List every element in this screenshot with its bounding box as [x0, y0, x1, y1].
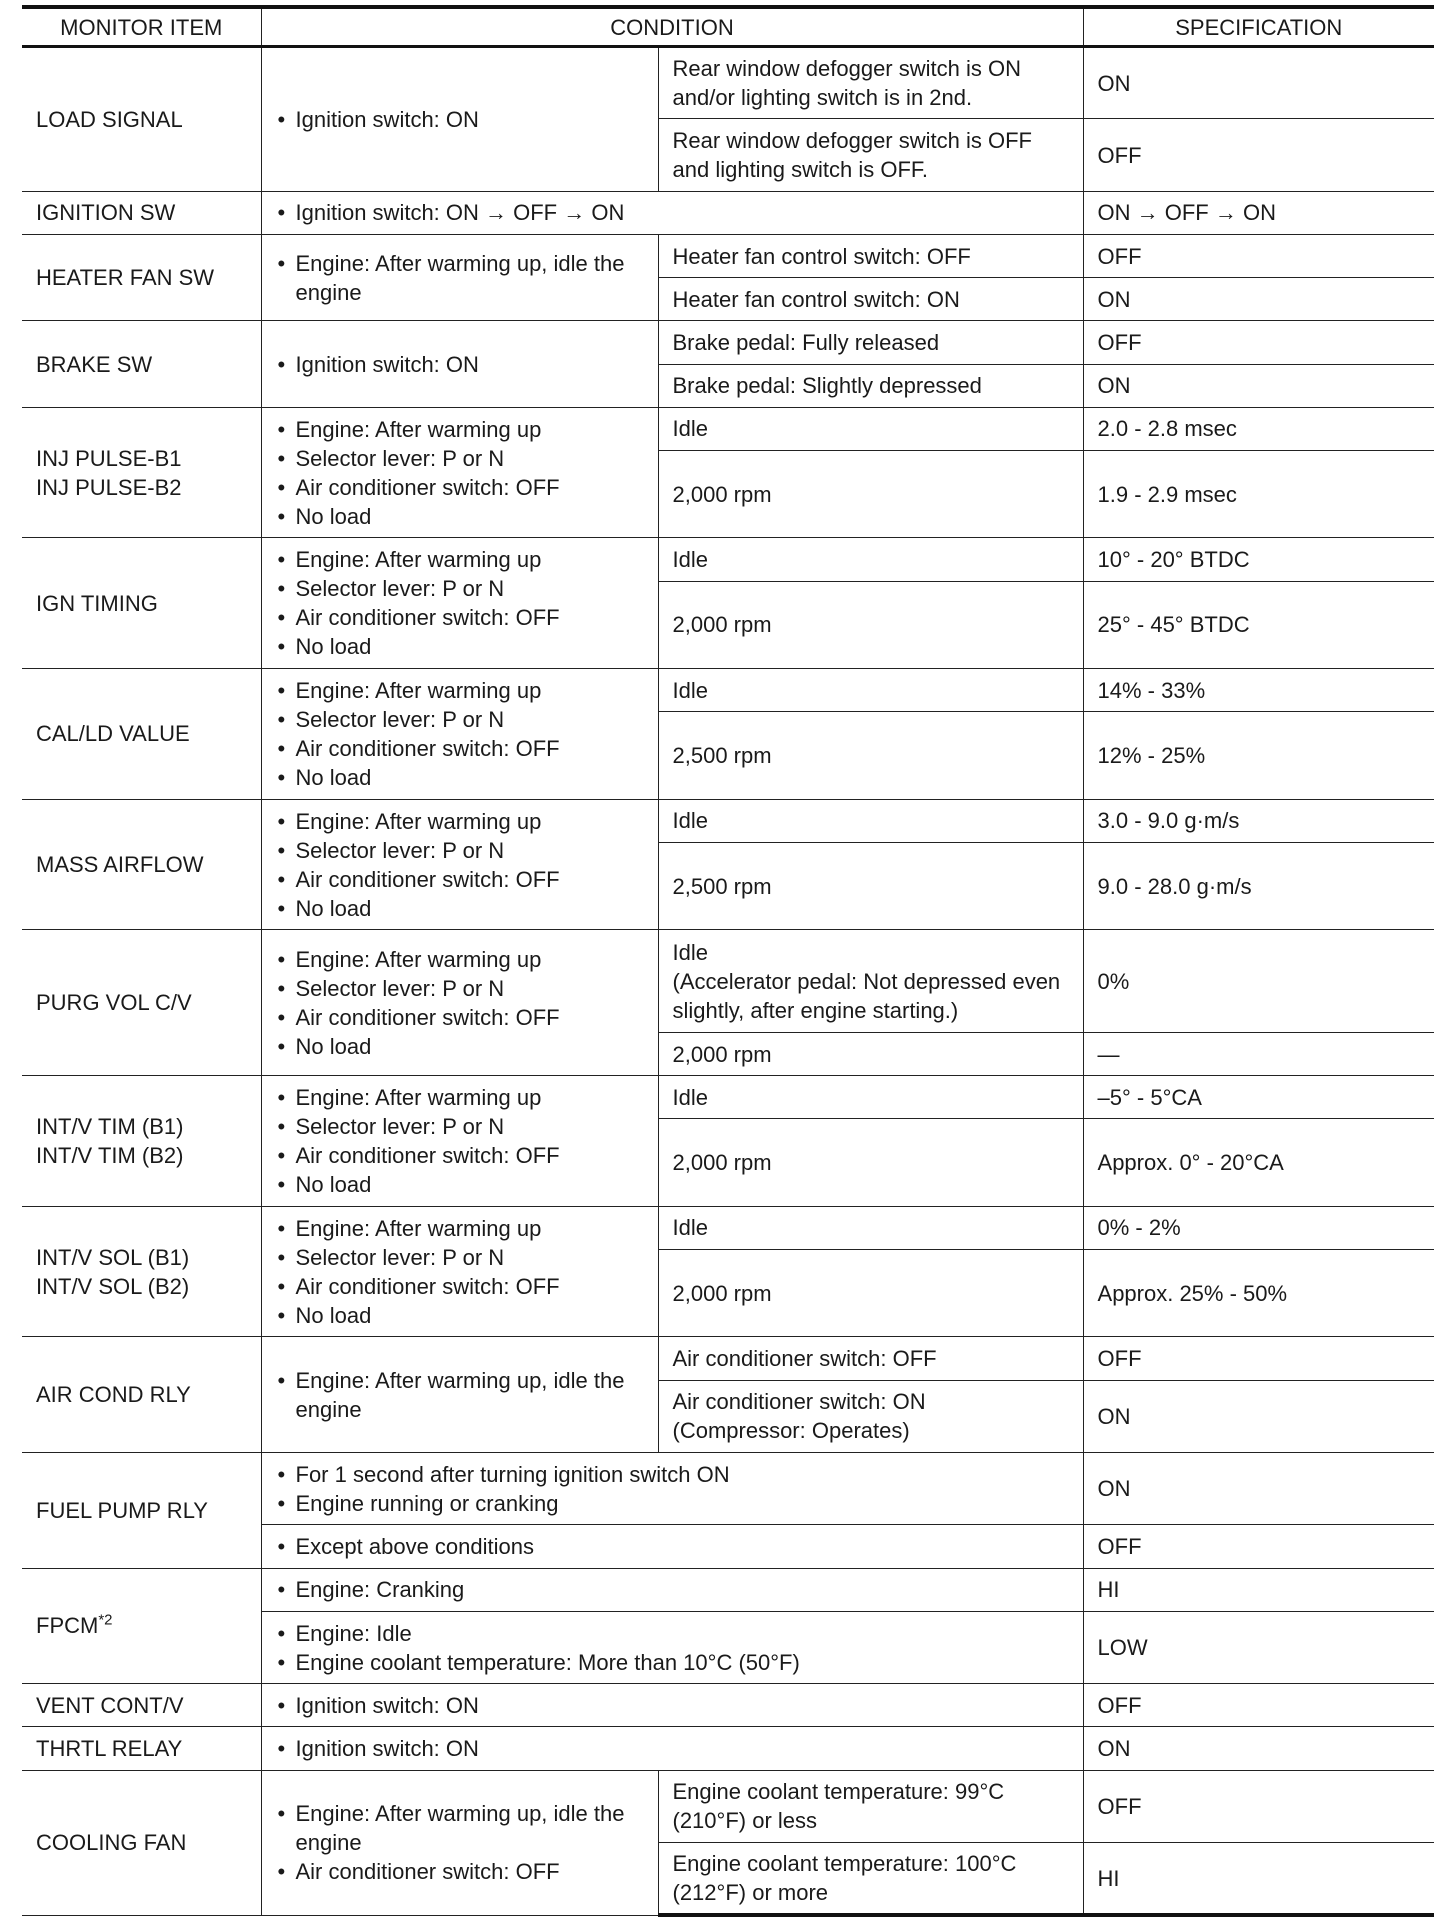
spec-cell: Approx. 25% - 50% [1083, 1250, 1434, 1337]
condition-bullet: • For 1 second after turning ignition switch ON [276, 1460, 1069, 1489]
sub-condition-cell: Idle [658, 1076, 1083, 1119]
spec-cell: ON [1083, 1727, 1434, 1770]
monitor-item-line: INT/V SOL (B2) [36, 1273, 190, 1299]
condition-bullet: • Selector lever: P or N [276, 705, 644, 734]
condition-cell [261, 407, 658, 538]
sub-condition-cell: Engine coolant temperature: 100°C (212°F) or more [658, 1843, 1083, 1915]
condition-bullet: • No load [276, 763, 644, 792]
spec-cell: — [1083, 1032, 1434, 1075]
table-row [22, 538, 1434, 581]
condition-cell [261, 538, 658, 669]
table-row [22, 1684, 1434, 1727]
monitor-item-cell [22, 407, 261, 538]
condition-bullet: • Selector lever: P or N [276, 836, 644, 865]
condition-cell [261, 1337, 658, 1453]
spec-cell: OFF [1083, 1525, 1434, 1568]
spec-cell: ON [1083, 1453, 1434, 1525]
spec-cell: 25° - 45° BTDC [1083, 581, 1434, 668]
spec-cell: 14% - 33% [1083, 669, 1434, 712]
sub-condition-cell: 2,000 rpm [658, 451, 1083, 538]
spec-cell: OFF [1083, 1770, 1434, 1842]
monitor-item-cell: PURG VOL C/V [22, 930, 261, 1076]
condition-bullet: • Ignition switch: ON [276, 1734, 1069, 1763]
sub-condition-cell: Rear window defogger switch is OFF and lighting switch is OFF. [658, 119, 1083, 191]
monitor-item-cell: IGNITION SW [22, 191, 261, 234]
spec-cell: OFF [1083, 234, 1434, 277]
condition-bullet: • Air conditioner switch: OFF [276, 473, 644, 502]
sub-condition-cell [658, 1380, 1083, 1452]
spec-cell: 10° - 20° BTDC [1083, 538, 1434, 581]
spec-cell: OFF [1083, 321, 1434, 364]
monitor-item-cell: BRAKE SW [22, 321, 261, 407]
condition-bullet: • Engine: Cranking [276, 1575, 1069, 1604]
spec-cell: ON [1083, 47, 1434, 119]
condition-cell [261, 1770, 658, 1915]
condition-bullet: • Engine: After warming up [276, 807, 644, 836]
condition-bullet: • No load [276, 1301, 644, 1330]
condition-bullet: • No load [276, 1032, 644, 1061]
spec-cell: OFF [1083, 119, 1434, 191]
condition-bullet: • Selector lever: P or N [276, 574, 644, 603]
spec-cell: ON [1083, 1380, 1434, 1452]
monitor-item-line: INJ PULSE-B2 [36, 474, 182, 500]
spec-cell: HI [1083, 1843, 1434, 1915]
table-row [22, 191, 1434, 234]
table-row [22, 1727, 1434, 1770]
condition-cell [261, 1727, 1083, 1770]
condition-cell [261, 1206, 658, 1337]
sub-condition-cell: 2,000 rpm [658, 1119, 1083, 1206]
table-row [22, 407, 1434, 450]
condition-bullet: • Engine: After warming up, idle the engine [276, 249, 644, 307]
condition-cell [261, 1684, 1083, 1727]
condition-cell [261, 799, 658, 930]
sub-condition-cell: 2,500 rpm [658, 843, 1083, 930]
condition-bullet: • Air conditioner switch: OFF [276, 1003, 644, 1032]
spec-cell: OFF [1083, 1337, 1434, 1380]
condition-bullet: • Engine: After warming up [276, 545, 644, 574]
table-row [22, 1206, 1434, 1249]
sub-condition-cell: Idle [658, 538, 1083, 581]
condition-bullet: • Air conditioner switch: OFF [276, 865, 644, 894]
sub-condition-cell: 2,000 rpm [658, 581, 1083, 668]
spec-cell: 12% - 25% [1083, 712, 1434, 799]
condition-bullet: • No load [276, 632, 644, 661]
spec-cell: 3.0 - 9.0 g·m/s [1083, 799, 1434, 842]
condition-bullet: • Engine: After warming up [276, 415, 644, 444]
monitor-item-cell: MASS AIRFLOW [22, 799, 261, 930]
monitor-item-cell [22, 1568, 261, 1684]
condition-bullet: • No load [276, 502, 644, 531]
condition-cell [261, 1568, 1083, 1611]
sub-condition-cell: Idle [658, 407, 1083, 450]
monitor-item-line: INT/V TIM (B2) [36, 1143, 184, 1168]
table-row [22, 669, 1434, 712]
table-row [22, 930, 1434, 1033]
table-row [22, 799, 1434, 842]
monitor-item-cell: VENT CONT/V [22, 1684, 261, 1727]
monitor-item-cell: THRTL RELAY [22, 1727, 261, 1770]
condition-bullet: • Ignition switch: ON [276, 105, 644, 134]
condition-cell [261, 669, 658, 800]
footnote-mark: *2 [98, 1612, 113, 1630]
header-monitor-item: MONITOR ITEM [22, 7, 261, 47]
monitor-item-cell [22, 1206, 261, 1337]
spec-cell: 2.0 - 2.8 msec [1083, 407, 1434, 450]
condition-bullet: • Engine coolant temperature: More than 10°C (50°F) [276, 1648, 1069, 1677]
header-specification: SPECIFICATION [1083, 7, 1434, 47]
table-header [22, 7, 1434, 47]
condition-bullet: • Engine: After warming up [276, 945, 644, 974]
spec-cell: ON → OFF → ON [1083, 191, 1434, 234]
spec-cell: 9.0 - 28.0 g·m/s [1083, 843, 1434, 930]
specification-table [22, 5, 1434, 1917]
sub-condition-cell: Idle [658, 799, 1083, 842]
table-row [22, 1337, 1434, 1380]
table-row [22, 1568, 1434, 1611]
spec-cell: ON [1083, 364, 1434, 407]
sub-condition-line: (Compressor: Operates) [672, 1418, 910, 1444]
spec-cell: –5° - 5°CA [1083, 1076, 1434, 1119]
condition-bullet: • Engine: Idle [276, 1619, 1069, 1648]
condition-bullet: • Except above conditions [276, 1532, 1069, 1561]
condition-cell [261, 321, 658, 407]
condition-bullet: • Ignition switch: ON [276, 1691, 1069, 1720]
monitor-item-cell: COOLING FAN [22, 1770, 261, 1915]
table-row [22, 234, 1434, 277]
condition-bullet: • Engine: After warming up, idle the engine [276, 1799, 644, 1857]
condition-bullet: • Ignition switch: ON → OFF → ON [276, 198, 1069, 227]
monitor-item-line: INT/V SOL (B1) [36, 1244, 190, 1270]
sub-condition-cell: Idle [658, 669, 1083, 712]
monitor-item-cell: LOAD SIGNAL [22, 47, 261, 192]
condition-bullet: • Selector lever: P or N [276, 444, 644, 473]
sub-condition-cell: 2,000 rpm [658, 1032, 1083, 1075]
spec-cell: Approx. 0° - 20°CA [1083, 1119, 1434, 1206]
monitor-item-cell: IGN TIMING [22, 538, 261, 669]
condition-bullet: • No load [276, 894, 644, 923]
monitor-item-line: INJ PULSE-B1 [36, 445, 182, 471]
sub-condition-cell: Engine coolant temperature: 99°C (210°F) or less [658, 1770, 1083, 1842]
header-row [22, 7, 1434, 47]
condition-cell [261, 191, 1083, 234]
header-condition: CONDITION [261, 7, 1083, 47]
monitor-item-cell [22, 1076, 261, 1207]
monitor-item-cell: FUEL PUMP RLY [22, 1453, 261, 1569]
table-row [22, 321, 1434, 364]
table-row [22, 1076, 1434, 1119]
condition-bullet: • Air conditioner switch: OFF [276, 1141, 644, 1170]
condition-bullet: • No load [276, 1170, 644, 1199]
table-row [22, 1770, 1434, 1842]
condition-bullet: • Engine running or cranking [276, 1489, 1069, 1518]
condition-bullet: • Selector lever: P or N [276, 1112, 644, 1141]
condition-cell [261, 47, 658, 192]
spec-cell: OFF [1083, 1684, 1434, 1727]
spec-cell: 1.9 - 2.9 msec [1083, 451, 1434, 538]
condition-bullet: • Air conditioner switch: OFF [276, 1272, 644, 1301]
condition-cell [261, 1611, 1083, 1683]
sub-condition-cell: Air conditioner switch: OFF [658, 1337, 1083, 1380]
condition-bullet: • Ignition switch: ON [276, 350, 644, 379]
sub-condition-cell: 2,000 rpm [658, 1250, 1083, 1337]
sub-condition-cell: Idle [658, 1206, 1083, 1249]
condition-bullet: • Selector lever: P or N [276, 1243, 644, 1272]
condition-bullet: • Selector lever: P or N [276, 974, 644, 1003]
sub-condition-line: Idle [672, 939, 708, 965]
monitor-item-text: FPCM [36, 1613, 99, 1639]
spec-cell: LOW [1083, 1611, 1434, 1683]
condition-bullet: • Engine: After warming up [276, 1214, 644, 1243]
condition-cell [261, 1076, 658, 1207]
sub-condition-cell: Brake pedal: Slightly depressed [658, 364, 1083, 407]
sub-condition-line: (Accelerator pedal: Not depressed even slightly, after engine starting.) [672, 968, 1061, 1023]
sub-condition-cell: Brake pedal: Fully released [658, 321, 1083, 364]
monitor-item-line: INT/V TIM (B1) [36, 1114, 184, 1139]
condition-bullet: • Engine: After warming up [276, 1083, 644, 1112]
sub-condition-line: Air conditioner switch: ON [672, 1389, 926, 1415]
spec-cell: 0% - 2% [1083, 1206, 1434, 1249]
condition-cell [261, 1453, 1083, 1525]
condition-bullet: • Air conditioner switch: OFF [276, 1857, 644, 1886]
sub-condition-cell: Rear window defogger switch is ON and/or lighting switch is in 2nd. [658, 47, 1083, 119]
condition-cell [261, 930, 658, 1076]
condition-cell [261, 234, 658, 320]
condition-bullet: • Engine: After warming up, idle the engine [276, 1366, 644, 1424]
monitor-item-cell: AIR COND RLY [22, 1337, 261, 1453]
sub-condition-cell: Heater fan control switch: OFF [658, 234, 1083, 277]
table-row [22, 1453, 1434, 1525]
spec-cell: 0% [1083, 930, 1434, 1033]
condition-bullet: • Air conditioner switch: OFF [276, 603, 644, 632]
condition-cell [261, 1525, 1083, 1568]
monitor-item-cell: HEATER FAN SW [22, 234, 261, 320]
spec-cell: ON [1083, 278, 1434, 321]
sub-condition-cell: 2,500 rpm [658, 712, 1083, 799]
sub-condition-cell: Heater fan control switch: ON [658, 278, 1083, 321]
table-row [22, 47, 1434, 119]
sub-condition-cell [658, 930, 1083, 1033]
spec-cell: HI [1083, 1568, 1434, 1611]
table-body [22, 47, 1434, 1916]
monitor-item-cell: CAL/LD VALUE [22, 669, 261, 800]
condition-bullet: • Engine: After warming up [276, 676, 644, 705]
condition-bullet: • Air conditioner switch: OFF [276, 734, 644, 763]
